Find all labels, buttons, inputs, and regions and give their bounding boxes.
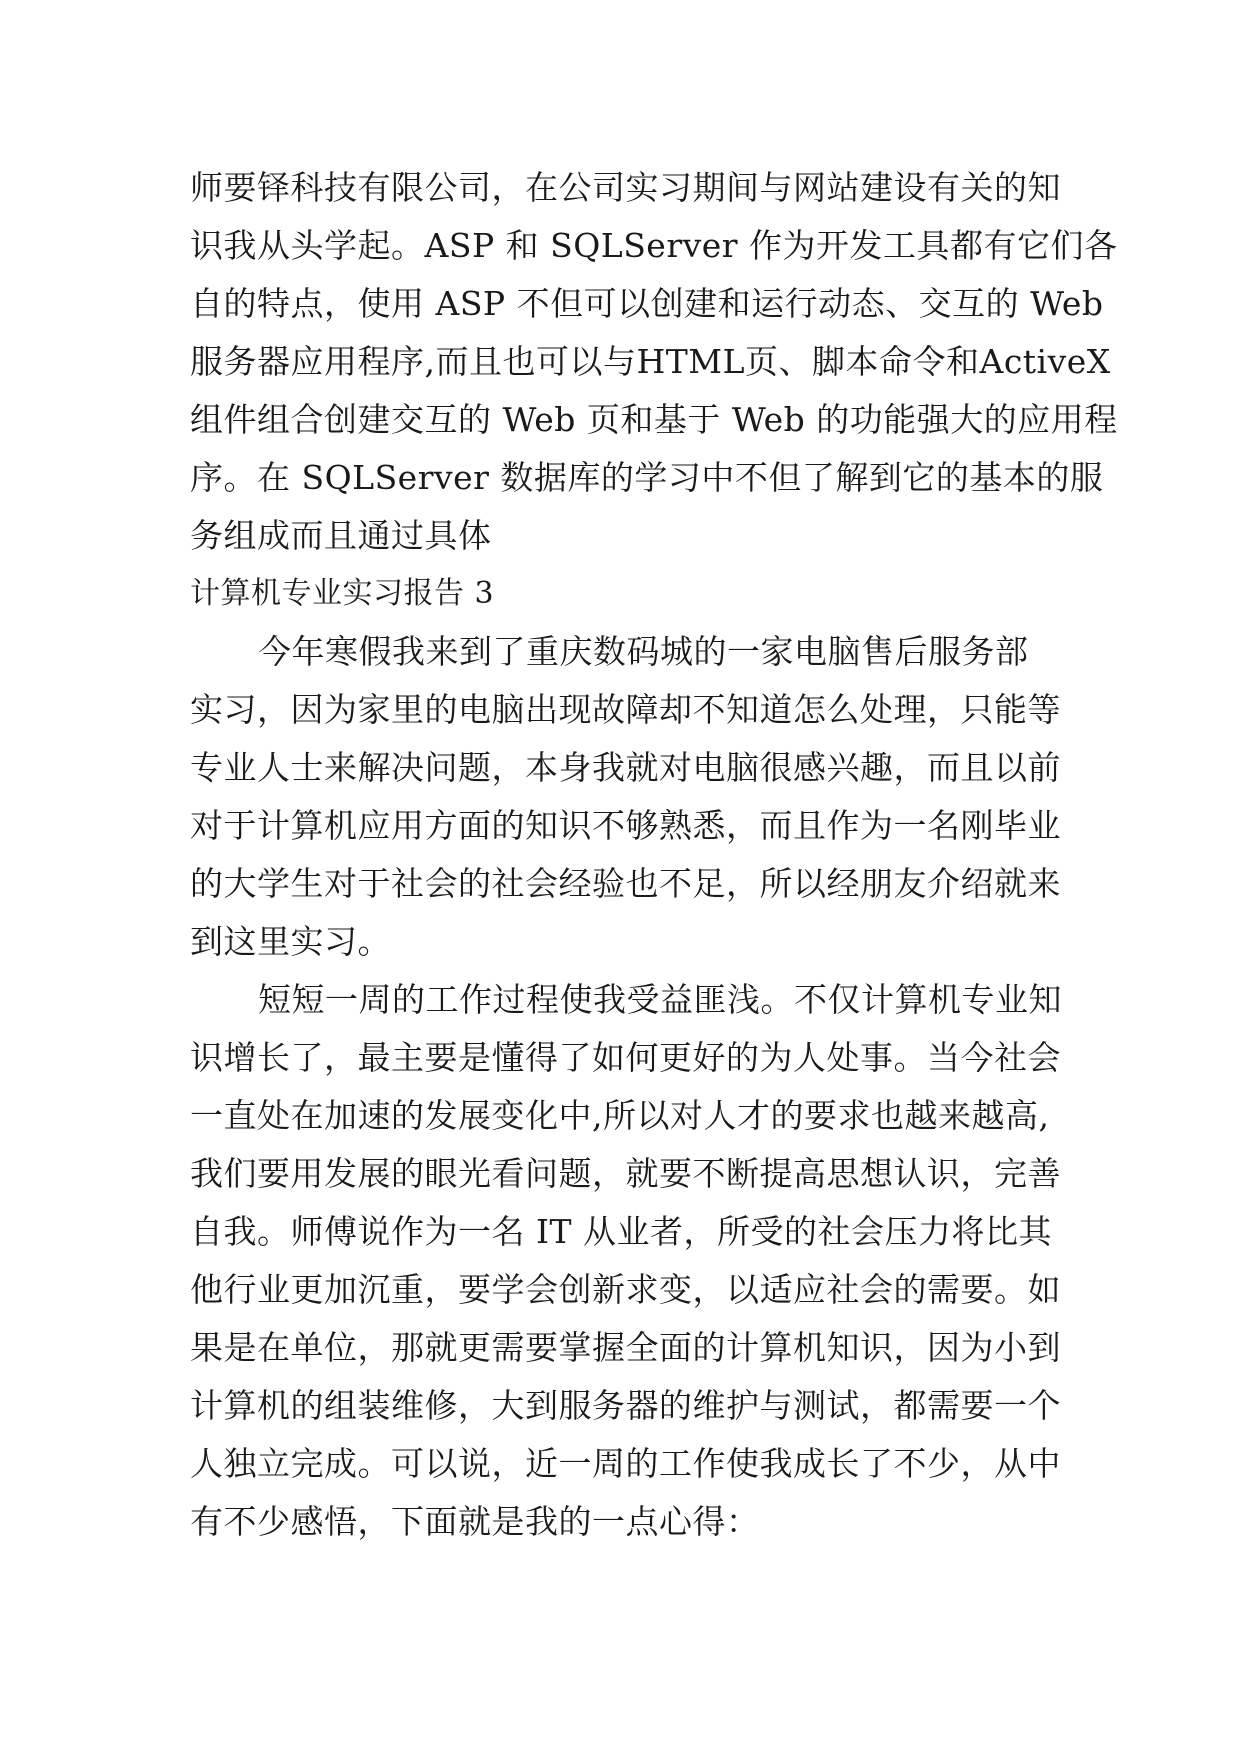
text-line: 序。在 SQLServer 数据库的学习中不但了解到它的基本的服 bbox=[190, 458, 1104, 497]
text-line: 服务器应用程序,而且也可以与HTML页、脚本命令和ActiveX bbox=[190, 342, 1111, 381]
text-line: 我们要用发展的眼光看问题，就要不断提高思想认识，完善 bbox=[190, 1154, 1061, 1193]
text-line: 师要铎科技有限公司，在公司实习期间与网站建设有关的知 bbox=[190, 168, 1061, 207]
text-line: 一直处在加速的发展变化中,所以对人才的要求也越来越高, bbox=[190, 1096, 1050, 1135]
text-line: 人独立完成。可以说，近一周的工作使我成长了不少，从中 bbox=[190, 1444, 1061, 1483]
text-line: 识增长了，最主要是懂得了如何更好的为人处事。当今社会 bbox=[190, 1038, 1061, 1077]
text-line: 果是在单位，那就更需要掌握全面的计算机知识，因为小到 bbox=[190, 1328, 1061, 1367]
text-line: 专业人士来解决问题，本身我就对电脑很感兴趣，而且以前 bbox=[190, 748, 1061, 787]
text-line: 务组成而且通过具体 bbox=[190, 516, 492, 555]
text-line: 识我从头学起。ASP 和 SQLServer 作为开发工具都有它们各 bbox=[190, 226, 1118, 265]
text-line: 自我。师傅说作为一名 IT 从业者，所受的社会压力将比其 bbox=[190, 1212, 1053, 1251]
text-line: 的大学生对于社会的社会经验也不足，所以经朋友介绍就来 bbox=[190, 864, 1061, 903]
text-line: 实习，因为家里的电脑出现故障却不知道怎么处理，只能等 bbox=[190, 690, 1061, 729]
section-heading: 计算机专业实习报告 3 bbox=[190, 576, 495, 611]
text-line: 计算机的组装维修，大到服务器的维护与测试，都需要一个 bbox=[190, 1386, 1061, 1425]
text-line: 到这里实习。 bbox=[190, 922, 391, 961]
text-line: 短短一周的工作过程使我受益匪浅。不仅计算机专业知 bbox=[258, 980, 1062, 1019]
text-line: 组件组合创建交互的 Web 页和基于 Web 的功能强大的应用程 bbox=[190, 400, 1118, 439]
text-line: 对于计算机应用方面的知识不够熟悉，而且作为一名刚毕业 bbox=[190, 806, 1061, 845]
text-line: 他行业更加沉重，要学会创新求变，以适应社会的需要。如 bbox=[190, 1270, 1061, 1309]
text-line: 自的特点，使用 ASP 不但可以创建和运行动态、交互的 Web bbox=[190, 284, 1104, 323]
text-line: 有不少感悟，下面就是我的一点心得： bbox=[190, 1502, 760, 1541]
text-line: 今年寒假我来到了重庆数码城的一家电脑售后服务部 bbox=[258, 632, 1029, 671]
